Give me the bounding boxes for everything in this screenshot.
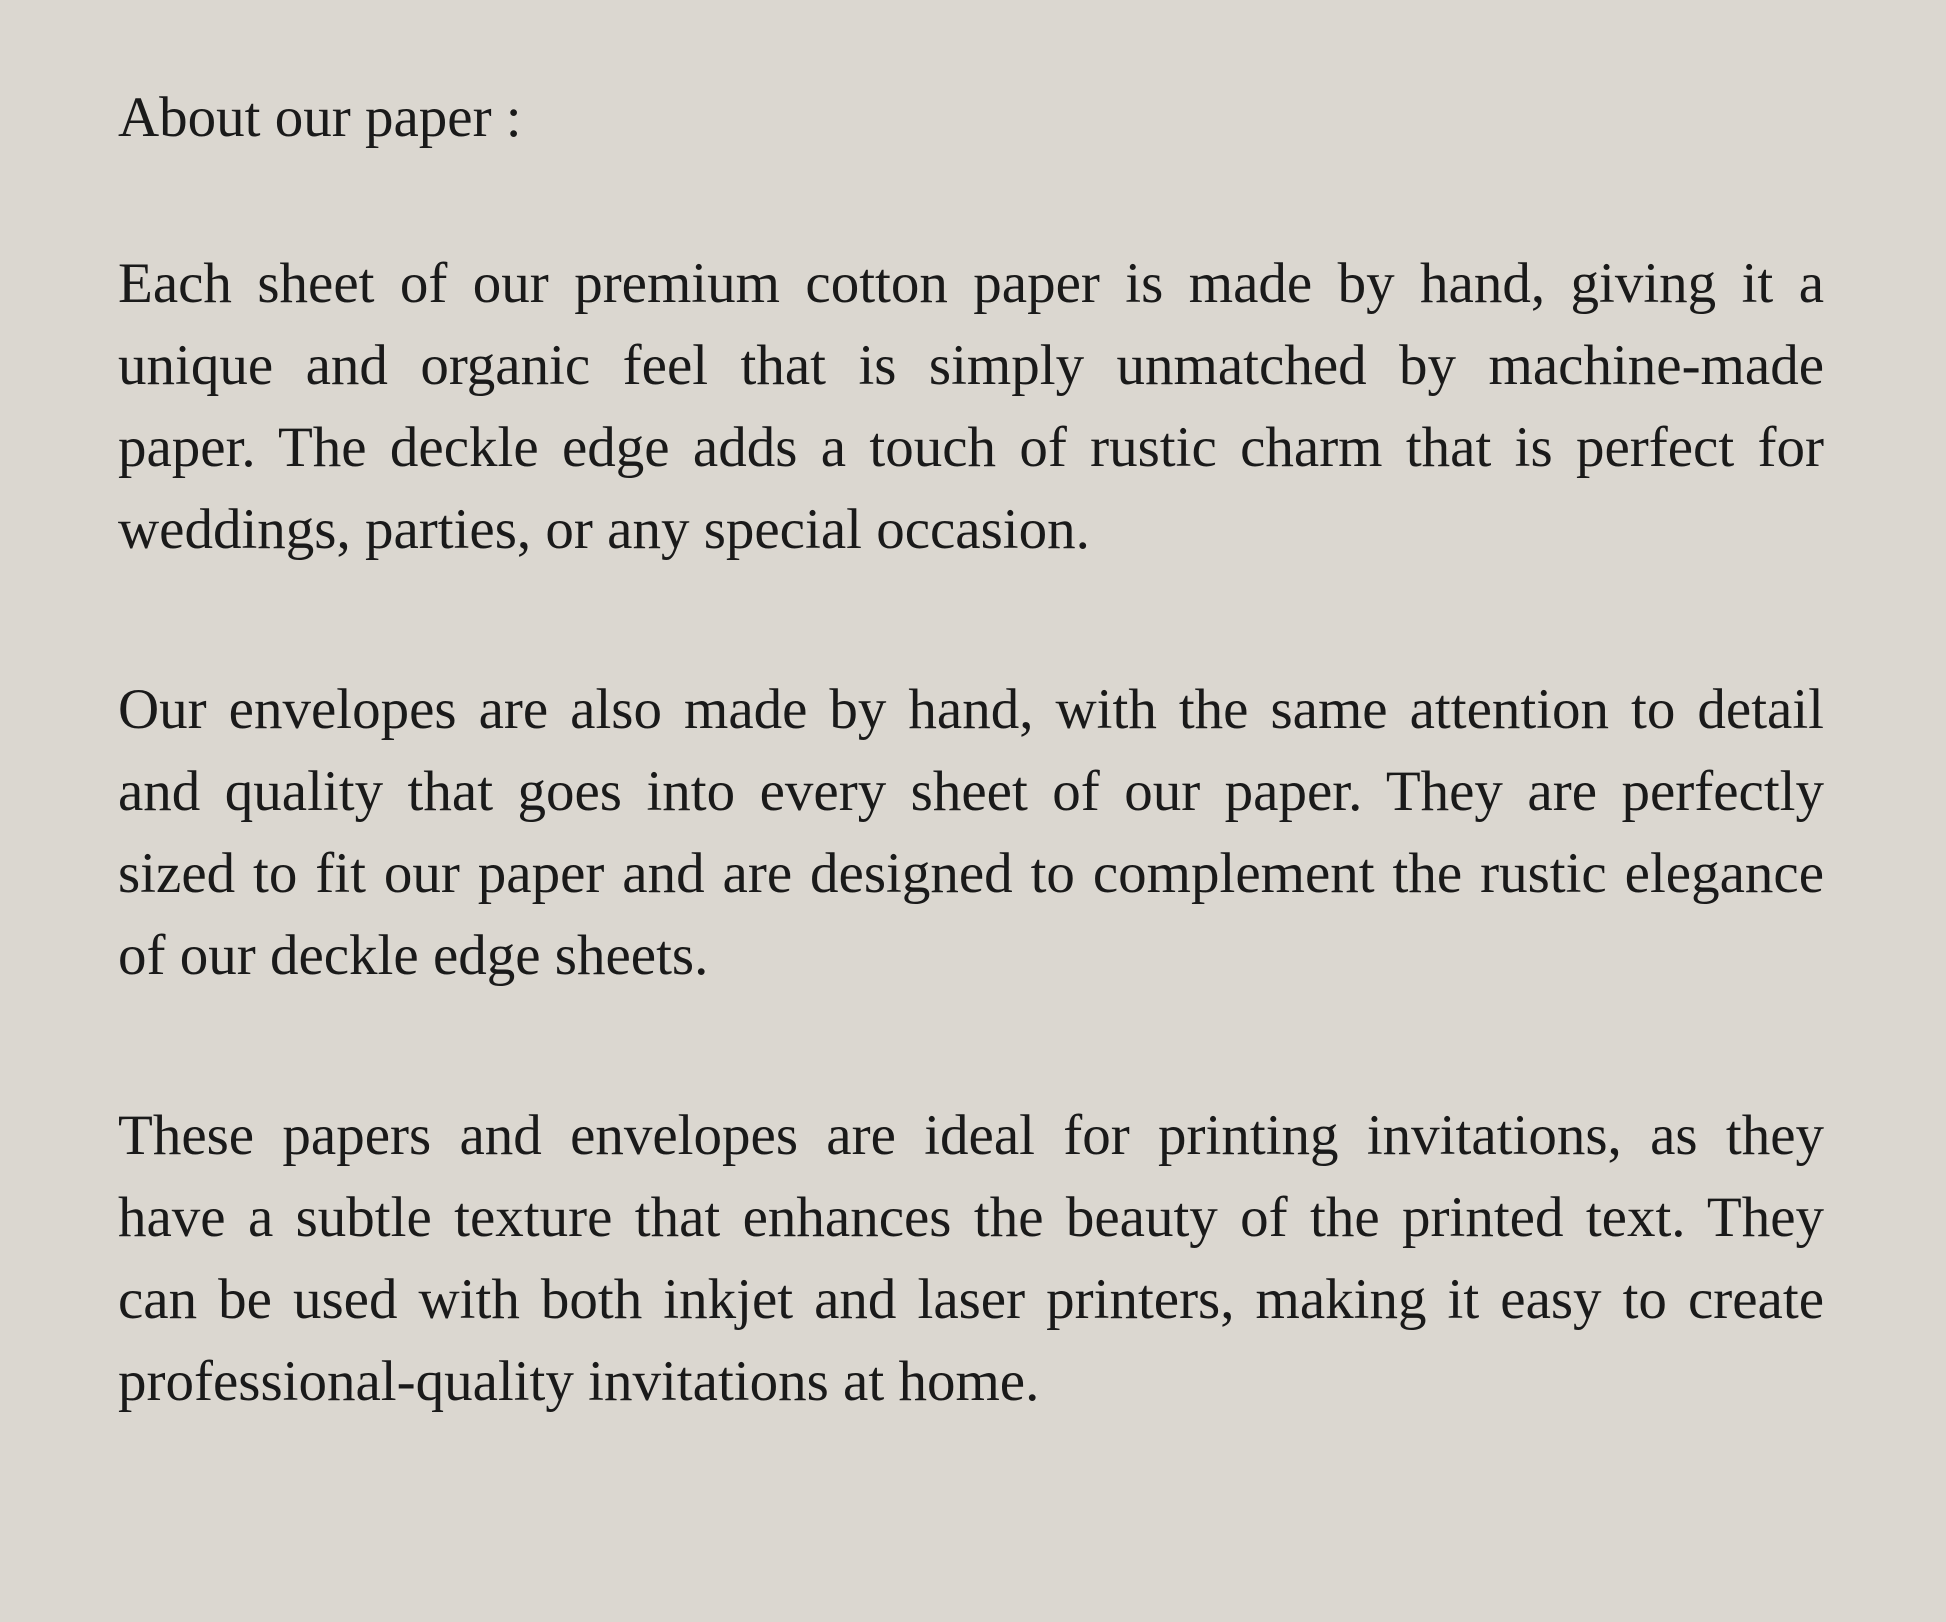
text-line: unique and organic feel that is simply unmatched by machine-made [118, 334, 1824, 397]
text-line: of our deckle edge sheets. [118, 924, 709, 987]
text-line: have a subtle texture that enhances the beauty of the printed text. They [118, 1186, 1824, 1249]
paragraph-printing [118, 1095, 1824, 1423]
text-line: paper. The deckle edge adds a touch of rustic charm that is perfect for [118, 416, 1824, 479]
text-line: Each sheet of our premium cotton paper is made by hand, giving it a [118, 252, 1824, 315]
page-title: About our paper : [118, 86, 522, 149]
text-line: can be used with both inkjet and laser printers, making it easy to create [118, 1268, 1824, 1331]
text-line: weddings, parties, or any special occasion. [118, 498, 1090, 561]
text-line: and quality that goes into every sheet of our paper. They are perfectly [118, 760, 1824, 823]
paragraph-intro [118, 243, 1824, 571]
text-line: Our envelopes are also made by hand, with the same attention to detail [118, 678, 1824, 741]
text-line: professional-quality invitations at home. [118, 1350, 1040, 1413]
text-line: sized to fit our paper and are designed to complement the rustic elegance [118, 842, 1824, 905]
paragraph-envelopes [118, 669, 1824, 997]
text-line: These papers and envelopes are ideal for printing invitations, as they [118, 1104, 1824, 1167]
